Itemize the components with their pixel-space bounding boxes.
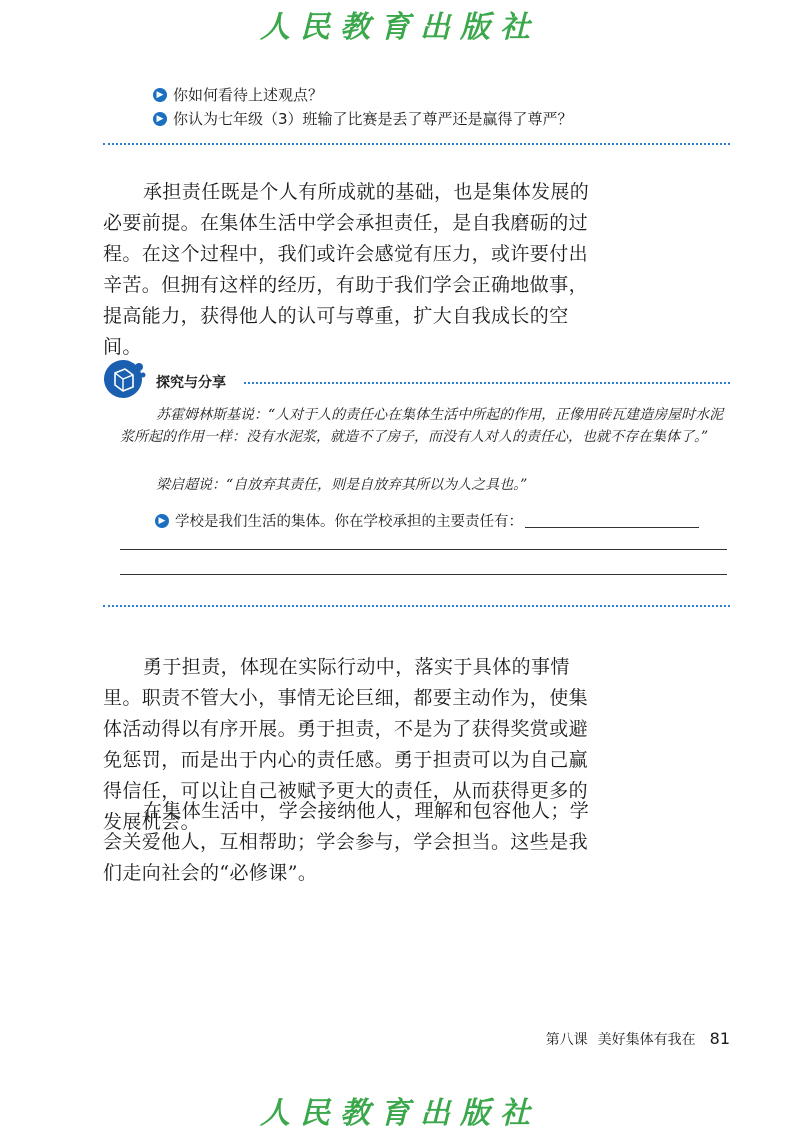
section-divider xyxy=(103,143,730,145)
answer-line-1[interactable] xyxy=(120,549,727,550)
arrow-bullet-icon: ▶ xyxy=(153,112,167,126)
answer-line-2[interactable] xyxy=(120,574,727,575)
paragraph-taking-responsibility: 勇于担责，体现在实际行动中，落实于具体的事情里。职责不管大小，事情无论巨细，都要主动作为，使集体活动得以有序开展。勇于担责，不是为了获得奖赏或避免惩罚，而是出于内心的责任感。勇于担责可以为自己赢得信任，可以让自己被赋予更大的责任，从而获得更多的发展机会。 xyxy=(103,656,589,833)
footer-lesson-title: 美好集体有我在 xyxy=(597,1032,696,1048)
question-2 xyxy=(153,108,573,129)
explore-share-icon xyxy=(103,359,147,403)
paragraph-responsibility: 承担责任既是个人有所成就的基础，也是集体发展的必要前提。在集体生活中学会承担责任，是自我磨砺的过程。在这个过程中，我们或许会感觉有压力，或许要付出辛苦。但拥有这样的经历，有助于我们学会正确地做事，提高能力，获得他人的认可与尊重，扩大自我成长的空间。 xyxy=(103,181,590,358)
explore-share-title: 探究与分享 xyxy=(156,375,226,391)
question-1-text: 你如何看待上述观点？ xyxy=(173,86,324,104)
page-footer xyxy=(546,1029,730,1049)
answer-blank[interactable] xyxy=(525,513,699,528)
arrow-bullet-icon: ▶ xyxy=(155,514,169,528)
quote-sukhomlinsky: 苏霍姆林斯基说：“人对于人的责任心在集体生活中所起的作用，正像用砖瓦建造房屋时水泥浆所起的作用一样：没有水泥浆，就造不了房子，而没有人对人的责任心，也就不存在集体了。” xyxy=(120,407,724,445)
footer-lesson: 第八课 xyxy=(545,1032,588,1048)
task-prompt xyxy=(155,510,699,531)
question-2-text: 你认为七年级（3）班输了比赛是丢了尊严还是赢得了尊严？ xyxy=(173,110,573,128)
explore-title-divider xyxy=(244,382,730,384)
section-divider xyxy=(103,605,730,607)
publisher-watermark-bottom: 人民教育出版社 xyxy=(260,1096,540,1131)
page-number: 81 xyxy=(709,1029,730,1048)
arrow-bullet-icon: ▶ xyxy=(153,88,167,102)
quote-liang-qichao: 梁启超说：“自放弃其责任，则是自放弃其所以为人之具也。” xyxy=(156,477,528,493)
publisher-watermark-top: 人民教育出版社 xyxy=(260,10,540,45)
task-prompt-text: 学校是我们生活的集体。你在学校承担的主要责任有： xyxy=(175,514,523,530)
paragraph-required-course: 在集体生活中，学会接纳他人，理解和包容他人；学会关爱他人，互相帮助；学会参与，学会担当。这些是我们走向社会的“必修课”。 xyxy=(103,800,590,884)
question-1 xyxy=(153,84,323,105)
